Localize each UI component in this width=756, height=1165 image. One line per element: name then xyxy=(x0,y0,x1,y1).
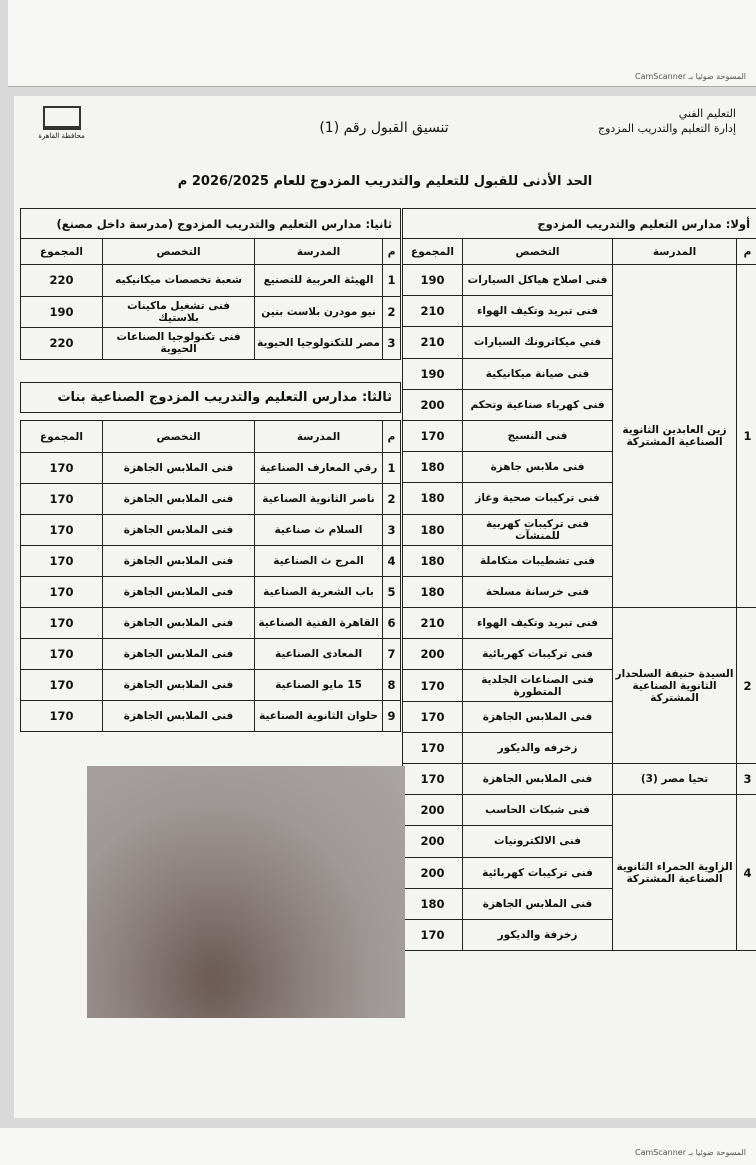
school-number: 3 xyxy=(737,764,756,795)
specialization: زخرفة والديكور xyxy=(463,919,613,950)
total-score: 170 xyxy=(403,701,463,732)
total-score: 170 xyxy=(403,732,463,763)
document-title: الحد الأدنى للقبول للتعليم والتدريب المزدوج للعام 2026/2025 م xyxy=(177,174,593,189)
logo-mark-icon xyxy=(43,106,81,130)
specialization: فنى الملابس الجاهزة xyxy=(103,453,255,484)
school-name: رقي المعارف الصناعية xyxy=(255,453,383,484)
specialization: فنى كهرباء صناعية وتحكم xyxy=(463,389,613,420)
specialization: فنى تشغيل ماكينات بلاستيك xyxy=(103,296,255,328)
school-name: نيو مودرن بلاست بنين xyxy=(255,296,383,328)
total-score: 190 xyxy=(403,358,463,389)
total-score: 220 xyxy=(21,265,103,297)
spacer xyxy=(21,413,401,421)
total-score: 210 xyxy=(403,327,463,358)
first-section-table xyxy=(402,208,756,951)
school-name: 15 مايو الصناعية xyxy=(255,670,383,701)
school-name: الهيئة العربية للتصنيع xyxy=(255,265,383,297)
specialization: فنى تركيبات كهربائية xyxy=(463,857,613,888)
total-score: 170 xyxy=(21,484,103,515)
coordination-number: تنسيق القبول رقم (1) xyxy=(319,120,449,136)
specialization: زخرفه والديكور xyxy=(463,732,613,763)
total-score: 180 xyxy=(403,483,463,514)
second-section-table xyxy=(20,208,401,360)
total-score: 190 xyxy=(403,265,463,296)
school-name: القاهرة الفنية الصناعية xyxy=(255,608,383,639)
document-page xyxy=(14,96,756,1118)
total-score: 170 xyxy=(21,515,103,546)
col-header-spec: التخصص xyxy=(103,239,255,265)
total-score: 170 xyxy=(21,608,103,639)
total-score: 190 xyxy=(21,296,103,328)
row-number: 2 xyxy=(383,484,401,515)
col-header-total: المجموع xyxy=(403,239,463,265)
third-section-title: ثالثا: مدارس التعليم والتدريب المزدوج الصناعية بنات xyxy=(21,383,401,413)
specialization: شعبة تخصصات ميكانيكيه xyxy=(103,265,255,297)
col-header-school: المدرسة xyxy=(255,421,383,453)
previous-page-edge xyxy=(8,0,756,87)
row-number: 3 xyxy=(383,515,401,546)
org-line-1: التعليم الفني xyxy=(678,107,736,120)
table-row xyxy=(21,608,401,639)
total-score: 200 xyxy=(403,389,463,420)
total-score: 170 xyxy=(403,670,463,701)
specialization: فنى الملابس الجاهزة xyxy=(103,577,255,608)
table-row xyxy=(403,265,756,296)
total-score: 180 xyxy=(403,514,463,545)
school-name: السيدة حنيفة السلحدار الثانوية الصناعية المشتركة xyxy=(613,608,737,764)
row-number: 7 xyxy=(383,639,401,670)
specialization: فنى خرسانة مسلحة xyxy=(463,576,613,607)
specialization: فنى الملابس الجاهزة xyxy=(463,888,613,919)
table-row xyxy=(21,577,401,608)
specialization: فنى الملابس الجاهزة xyxy=(463,764,613,795)
total-score: 200 xyxy=(403,639,463,670)
table-row xyxy=(21,515,401,546)
specialization: فنى النسيج xyxy=(463,420,613,451)
col-header-no: م xyxy=(737,239,756,265)
specialization: فنى تشطيبات متكاملة xyxy=(463,545,613,576)
logo-text: محافظة القاهرة xyxy=(38,132,85,140)
total-score: 180 xyxy=(403,888,463,919)
specialization: فنى الملابس الجاهزة xyxy=(103,546,255,577)
total-score: 170 xyxy=(21,453,103,484)
specialization: فنى تركيبات كهربية للمنشآت xyxy=(463,514,613,545)
table-row xyxy=(403,764,756,795)
table-row xyxy=(21,265,401,297)
school-number: 4 xyxy=(737,795,756,951)
total-score: 180 xyxy=(403,545,463,576)
school-name: تحيا مصر (3) xyxy=(613,764,737,795)
school-number: 1 xyxy=(737,265,756,608)
total-score: 220 xyxy=(21,328,103,360)
specialization: فنى تبريد وتكيف الهواء xyxy=(463,608,613,639)
school-name: الزاوية الحمراء الثانوية الصناعية المشتركة xyxy=(613,795,737,951)
specialization: فنى ملابس جاهزة xyxy=(463,452,613,483)
col-header-spec: التخصص xyxy=(463,239,613,265)
school-name: مصر للتكنولوجيا الحيوية xyxy=(255,328,383,360)
table-row xyxy=(21,701,401,732)
total-score: 200 xyxy=(403,857,463,888)
total-score: 210 xyxy=(403,296,463,327)
row-number: 4 xyxy=(383,546,401,577)
col-header-spec: التخصص xyxy=(103,421,255,453)
scanner-watermark-bottom: CamScanner المسوحة ضوئيا بـ xyxy=(634,1148,746,1157)
table-row xyxy=(403,608,756,639)
specialization: فنى تبريد وتكيف الهواء xyxy=(463,296,613,327)
specialization: فنى شبكات الحاسب xyxy=(463,795,613,826)
school-name: حلوان الثانوية الصناعية xyxy=(255,701,383,732)
total-score: 170 xyxy=(21,577,103,608)
total-score: 170 xyxy=(21,639,103,670)
school-name: المعادى الصناعية xyxy=(255,639,383,670)
specialization: فنى الملابس الجاهزة xyxy=(103,515,255,546)
row-number: 8 xyxy=(383,670,401,701)
table-row xyxy=(21,453,401,484)
specialization: فنى الملابس الجاهزة xyxy=(103,484,255,515)
specialization: فنى الملابس الجاهزة xyxy=(103,701,255,732)
total-score: 170 xyxy=(403,420,463,451)
specialization: فني ميكاترونك السيارات xyxy=(463,327,613,358)
second-section-title: ثانيا: مدارس التعليم والتدريب المزدوج (مدرسة داخل مصنع) xyxy=(21,209,401,239)
row-number: 6 xyxy=(383,608,401,639)
specialization: فنى الملابس الجاهزة xyxy=(103,608,255,639)
specialization: فنى تركيبات صحية وغاز xyxy=(463,483,613,514)
logo xyxy=(24,106,99,146)
total-score: 200 xyxy=(403,826,463,857)
col-header-school: المدرسة xyxy=(613,239,737,265)
table-row xyxy=(21,484,401,515)
third-section-table xyxy=(20,382,401,732)
specialization: فنى الملابس الجاهزة xyxy=(103,639,255,670)
col-header-total: المجموع xyxy=(21,421,103,453)
school-name: زين العابدين الثانوية الصناعية المشتركة xyxy=(613,265,737,608)
row-number: 2 xyxy=(383,296,401,328)
next-page-edge xyxy=(0,1128,756,1165)
table-row xyxy=(21,296,401,328)
row-number: 9 xyxy=(383,701,401,732)
total-score: 170 xyxy=(21,701,103,732)
row-number: 1 xyxy=(383,265,401,297)
total-score: 170 xyxy=(403,919,463,950)
blurred-region xyxy=(87,766,405,1018)
col-header-no: م xyxy=(383,421,401,453)
school-name: ناصر الثانوية الصناعية xyxy=(255,484,383,515)
table-row xyxy=(21,328,401,360)
specialization: فنى تكنولوجيا الصناعات الحيوية xyxy=(103,328,255,360)
specialization: فنى اصلاح هياكل السيارات xyxy=(463,265,613,296)
specialization: فنى صيانة ميكانيكية xyxy=(463,358,613,389)
specialization: فنى الالكترونيات xyxy=(463,826,613,857)
total-score: 170 xyxy=(21,546,103,577)
row-number: 5 xyxy=(383,577,401,608)
school-name: المرج ث الصناعية xyxy=(255,546,383,577)
specialization: فنى تركيبات كهربائية xyxy=(463,639,613,670)
org-line-2: إدارة التعليم والتدريب المزدوج xyxy=(597,122,736,135)
col-header-no: م xyxy=(383,239,401,265)
school-name: السلام ث صناعية xyxy=(255,515,383,546)
total-score: 170 xyxy=(21,670,103,701)
row-number: 3 xyxy=(383,328,401,360)
specialization: فنى الصناعات الجلدية المتطورة xyxy=(463,670,613,701)
school-number: 2 xyxy=(737,608,756,764)
specialization: فنى الملابس الجاهزة xyxy=(463,701,613,732)
total-score: 170 xyxy=(403,764,463,795)
scanner-watermark-top: CamScanner المسوحة ضوئيا بـ xyxy=(634,72,746,81)
table-row xyxy=(403,795,756,826)
total-score: 210 xyxy=(403,608,463,639)
table-row xyxy=(21,639,401,670)
col-header-total: المجموع xyxy=(21,239,103,265)
col-header-school: المدرسة xyxy=(255,239,383,265)
table-row xyxy=(21,670,401,701)
total-score: 180 xyxy=(403,452,463,483)
school-name: باب الشعرية الصناعية xyxy=(255,577,383,608)
table-row xyxy=(21,546,401,577)
total-score: 180 xyxy=(403,576,463,607)
specialization: فنى الملابس الجاهزة xyxy=(103,670,255,701)
total-score: 200 xyxy=(403,795,463,826)
first-section-title: أولا: مدارس التعليم والتدريب المزدوج xyxy=(403,209,756,239)
row-number: 1 xyxy=(383,453,401,484)
organization-header xyxy=(506,106,736,136)
